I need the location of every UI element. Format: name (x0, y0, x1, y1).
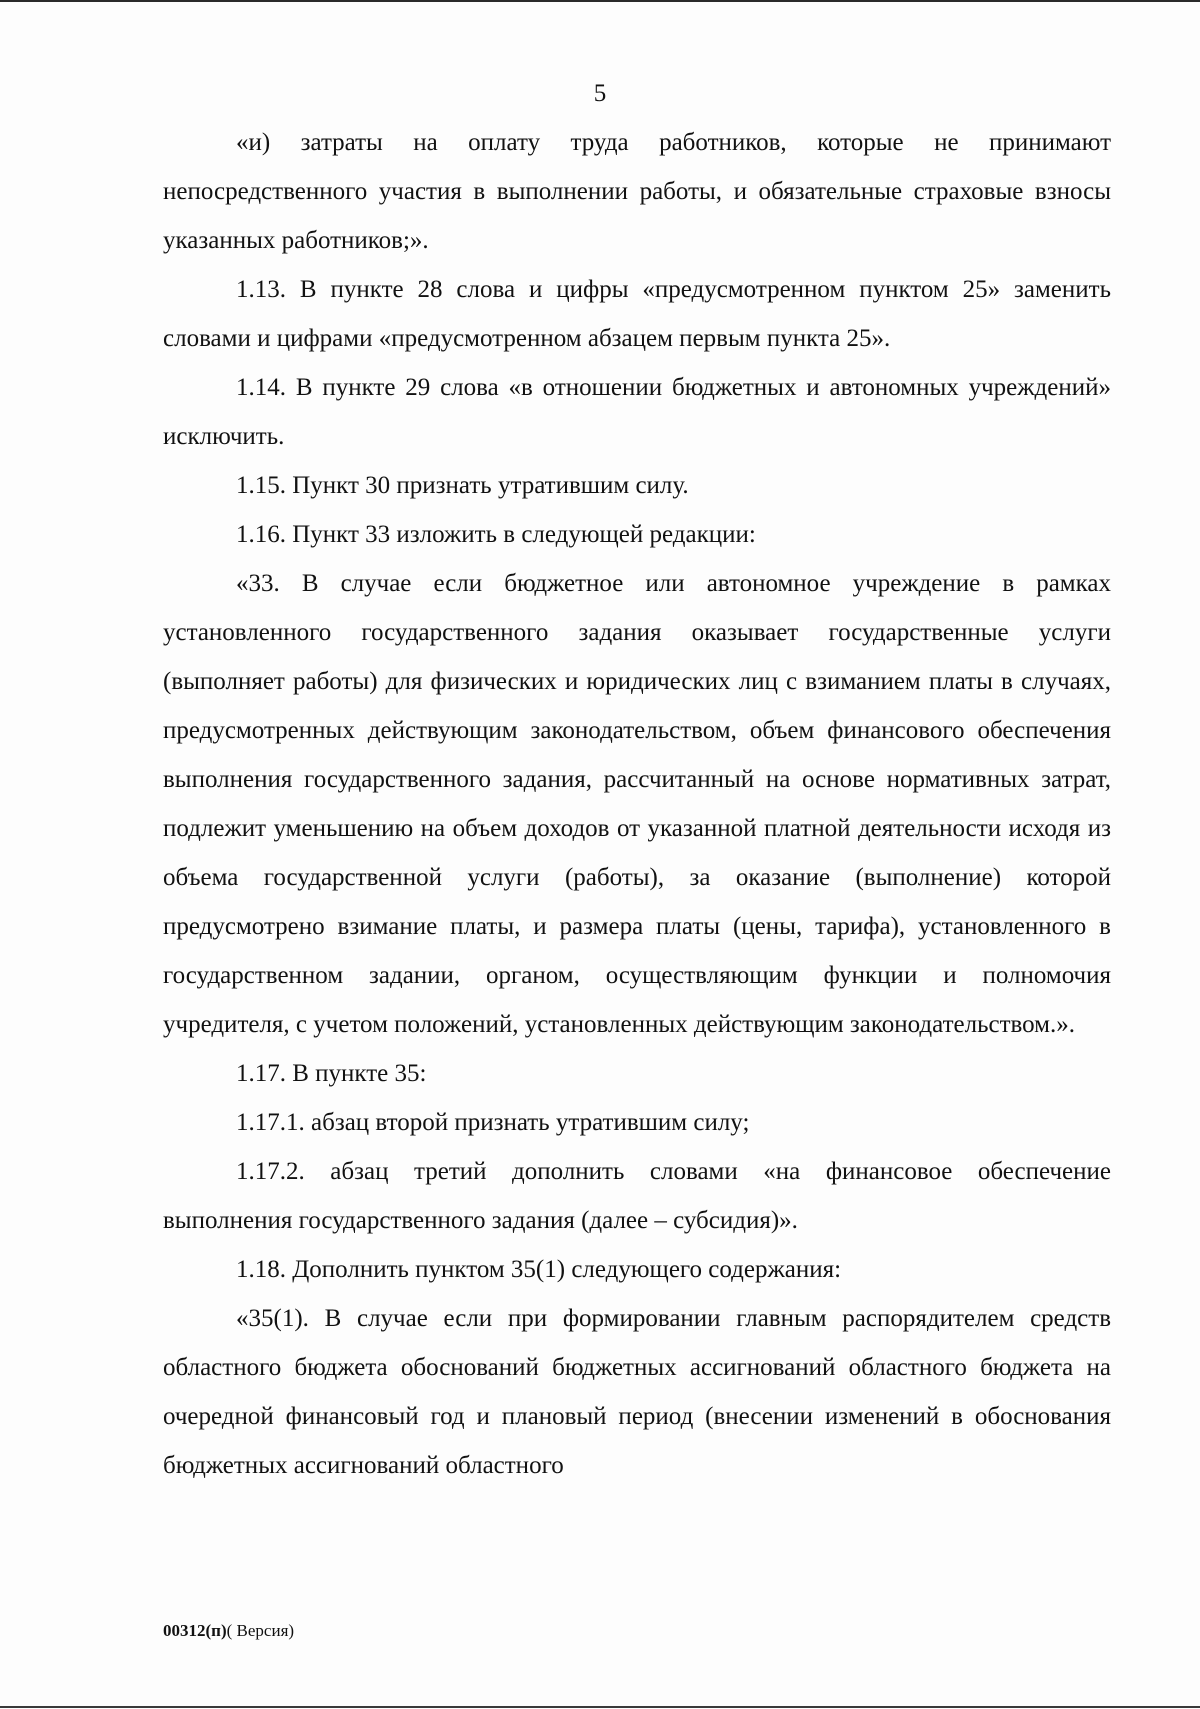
paragraph-item-i: «и) затраты на оплату труда работников, которые не принимают непосредственного участия в выполнении работы, и обязательные страховые взносы указанных работников;». (163, 129, 1111, 254)
paragraph-1-17-1: 1.17.1. абзац второй признать утратившим силу; (236, 1109, 750, 1136)
document-code: 00312(п) (163, 1621, 227, 1640)
paragraph-1-14: 1.14. В пункте 29 слова «в отношении бюджетных и автономных учреждений» исключить. (163, 374, 1111, 450)
paragraph-1-18: 1.18. Дополнить пунктом 35(1) следующего содержания: (236, 1256, 842, 1283)
paragraph-point-33: «33. В случае если бюджетное или автономное учреждение в рамках установленного государственного задания оказывает государственные услуги (выполняет работы) для физических и юридических лиц с взиманием платы в случаях, предусмотренных действующим законодательством, объем финансового обеспечения выполнения государственного задания, рассчитанный на основе нормативных затрат, подлежит уменьшению на объем доходов от указанной платной деятельности исходя из объема государственной услуги (работы), за оказание (выполнение) которой предусмотрено взимание платы, и размера платы (цены, тарифа), установленного в государственном задании, органом, осуществляющим функции и полномочия учредителя, с учетом положений, установленных действующим законодательством.». (163, 570, 1111, 1038)
scan-edge-bottom (0, 1706, 1200, 1708)
scan-edge-top (0, 0, 1200, 2)
paragraph-1-13: 1.13. В пункте 28 слова и цифры «предусмотренном пунктом 25» заменить словами и цифрами «предусмотренном абзацем первым пункта 25». (163, 276, 1111, 352)
paragraph-1-17-2: 1.17.2. абзац третий дополнить словами «на финансовое обеспечение выполнения государственного задания (далее – субсидия)». (163, 1158, 1111, 1234)
paragraph-point-35-1: «35(1). В случае если при формировании главным распорядителем средств областного бюджета обоснований бюджетных ассигнований областного бюджета на очередной финансовый год и плановый период (внесении изменений в обоснования бюджетных ассигнований областного (163, 1305, 1111, 1479)
document-version: ( Версия) (226, 1621, 295, 1640)
document-footer (163, 1621, 294, 1641)
document-body (163, 118, 1111, 1490)
paragraph-1-15: 1.15. Пункт 30 признать утратившим силу. (236, 472, 689, 499)
paragraph-1-17: 1.17. В пункте 35: (236, 1060, 427, 1087)
paragraph-1-16: 1.16. Пункт 33 изложить в следующей редакции: (236, 521, 756, 548)
page-number: 5 (593, 80, 607, 107)
